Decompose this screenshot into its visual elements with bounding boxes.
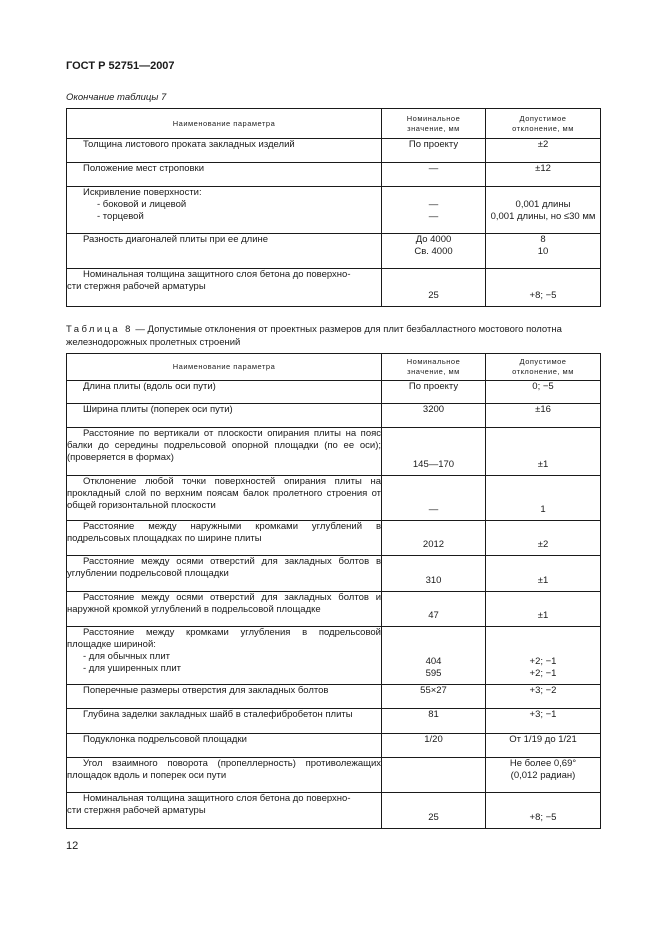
table-row: Искривление поверхности: - боковой и лицевой - торцевой — — 0,001 длины 0,001 длины, но ≤30 мм <box>67 187 601 234</box>
column-header-nominal: Номинальное значение, мм <box>382 354 486 381</box>
table-row: Номинальная толщина защитного слоя бетона до поверхно- сти стержня рабочей арматуры 25 +8; −5 <box>67 793 601 829</box>
table8-caption: Таблица 8 — Допустимые отклонения от проектных размеров для плит безбалластного мостового полотна железнодорожных пролетных строений <box>66 324 562 348</box>
column-header-name: Наименование параметра <box>67 354 382 381</box>
table-row: Расстояние по вертикали от плоскости опирания плиты на пояс балки до середины подрельсовой опорной площадки (по ее оси); (проверяется в формах) 145—170 ±1 <box>67 428 601 476</box>
table-row: Разность диагоналей плиты при ее длине До 4000 Св. 4000 8 10 <box>67 234 601 269</box>
column-header-tolerance: Допустимое отклонение, мм <box>486 109 601 139</box>
table-row: Угол взаимного поворота (пропеллерность) противолежащих площадок вдоль и поперек оси пути Не более 0,69° (0,012 радиан) <box>67 758 601 793</box>
table-row: Расстояние между наружными кромками углублений в подрельсовых площадках по ширине плиты 2012 ±2 <box>67 521 601 556</box>
table-row: Толщина листового проката закладных изделий По проекту ±2 <box>67 139 601 163</box>
table-row: Положение мест строповки — ±12 <box>67 163 601 187</box>
table-row: Ширина плиты (поперек оси пути) 3200 ±16 <box>67 404 601 428</box>
table-8 <box>66 353 601 829</box>
table-row: Расстояние между кромками углубления в подрельсовой площадке шириной: - для обычных плит - для уширенных плит 404 595 +2; −1 +2; −1 <box>67 627 601 685</box>
table-row: Длина плиты (вдоль оси пути) По проекту 0; −5 <box>67 381 601 404</box>
document-number: ГОСТ Р 52751—2007 <box>66 60 175 72</box>
table7-caption: Окончание таблицы 7 <box>66 92 167 103</box>
table-row: Поперечные размеры отверстия для закладных болтов 55×27 +3; −2 <box>67 685 601 709</box>
page-number: 12 <box>66 840 79 852</box>
table-row: Отклонение любой точки поверхностей опирания плиты на прокладный слой по верхним поясам балок пролетного строения от общей горизонтальной плоскости — 1 <box>67 476 601 521</box>
table-row: Номинальная толщина защитного слоя бетона до поверхно- сти стержня рабочей арматуры 25 +8; −5 <box>67 269 601 307</box>
table-row: Глубина заделки закладных шайб в сталефибробетон плиты 81 +3; −1 <box>67 709 601 734</box>
table-row: Расстояние между осями отверстий для закладных болтов и наружной кромкой углублений в подрельсовой площадке 47 ±1 <box>67 592 601 627</box>
table-row: Расстояние между осями отверстий для закладных болтов в углублении подрельсовой площадки 310 ±1 <box>67 556 601 592</box>
column-header-name: Наименование параметра <box>67 109 382 139</box>
column-header-nominal: Номинальное значение, мм <box>382 109 486 139</box>
table-row: Подуклонка подрельсовой площадки 1/20 От 1/19 до 1/21 <box>67 734 601 758</box>
table-7 <box>66 108 601 307</box>
column-header-tolerance: Допустимое отклонение, мм <box>486 354 601 381</box>
